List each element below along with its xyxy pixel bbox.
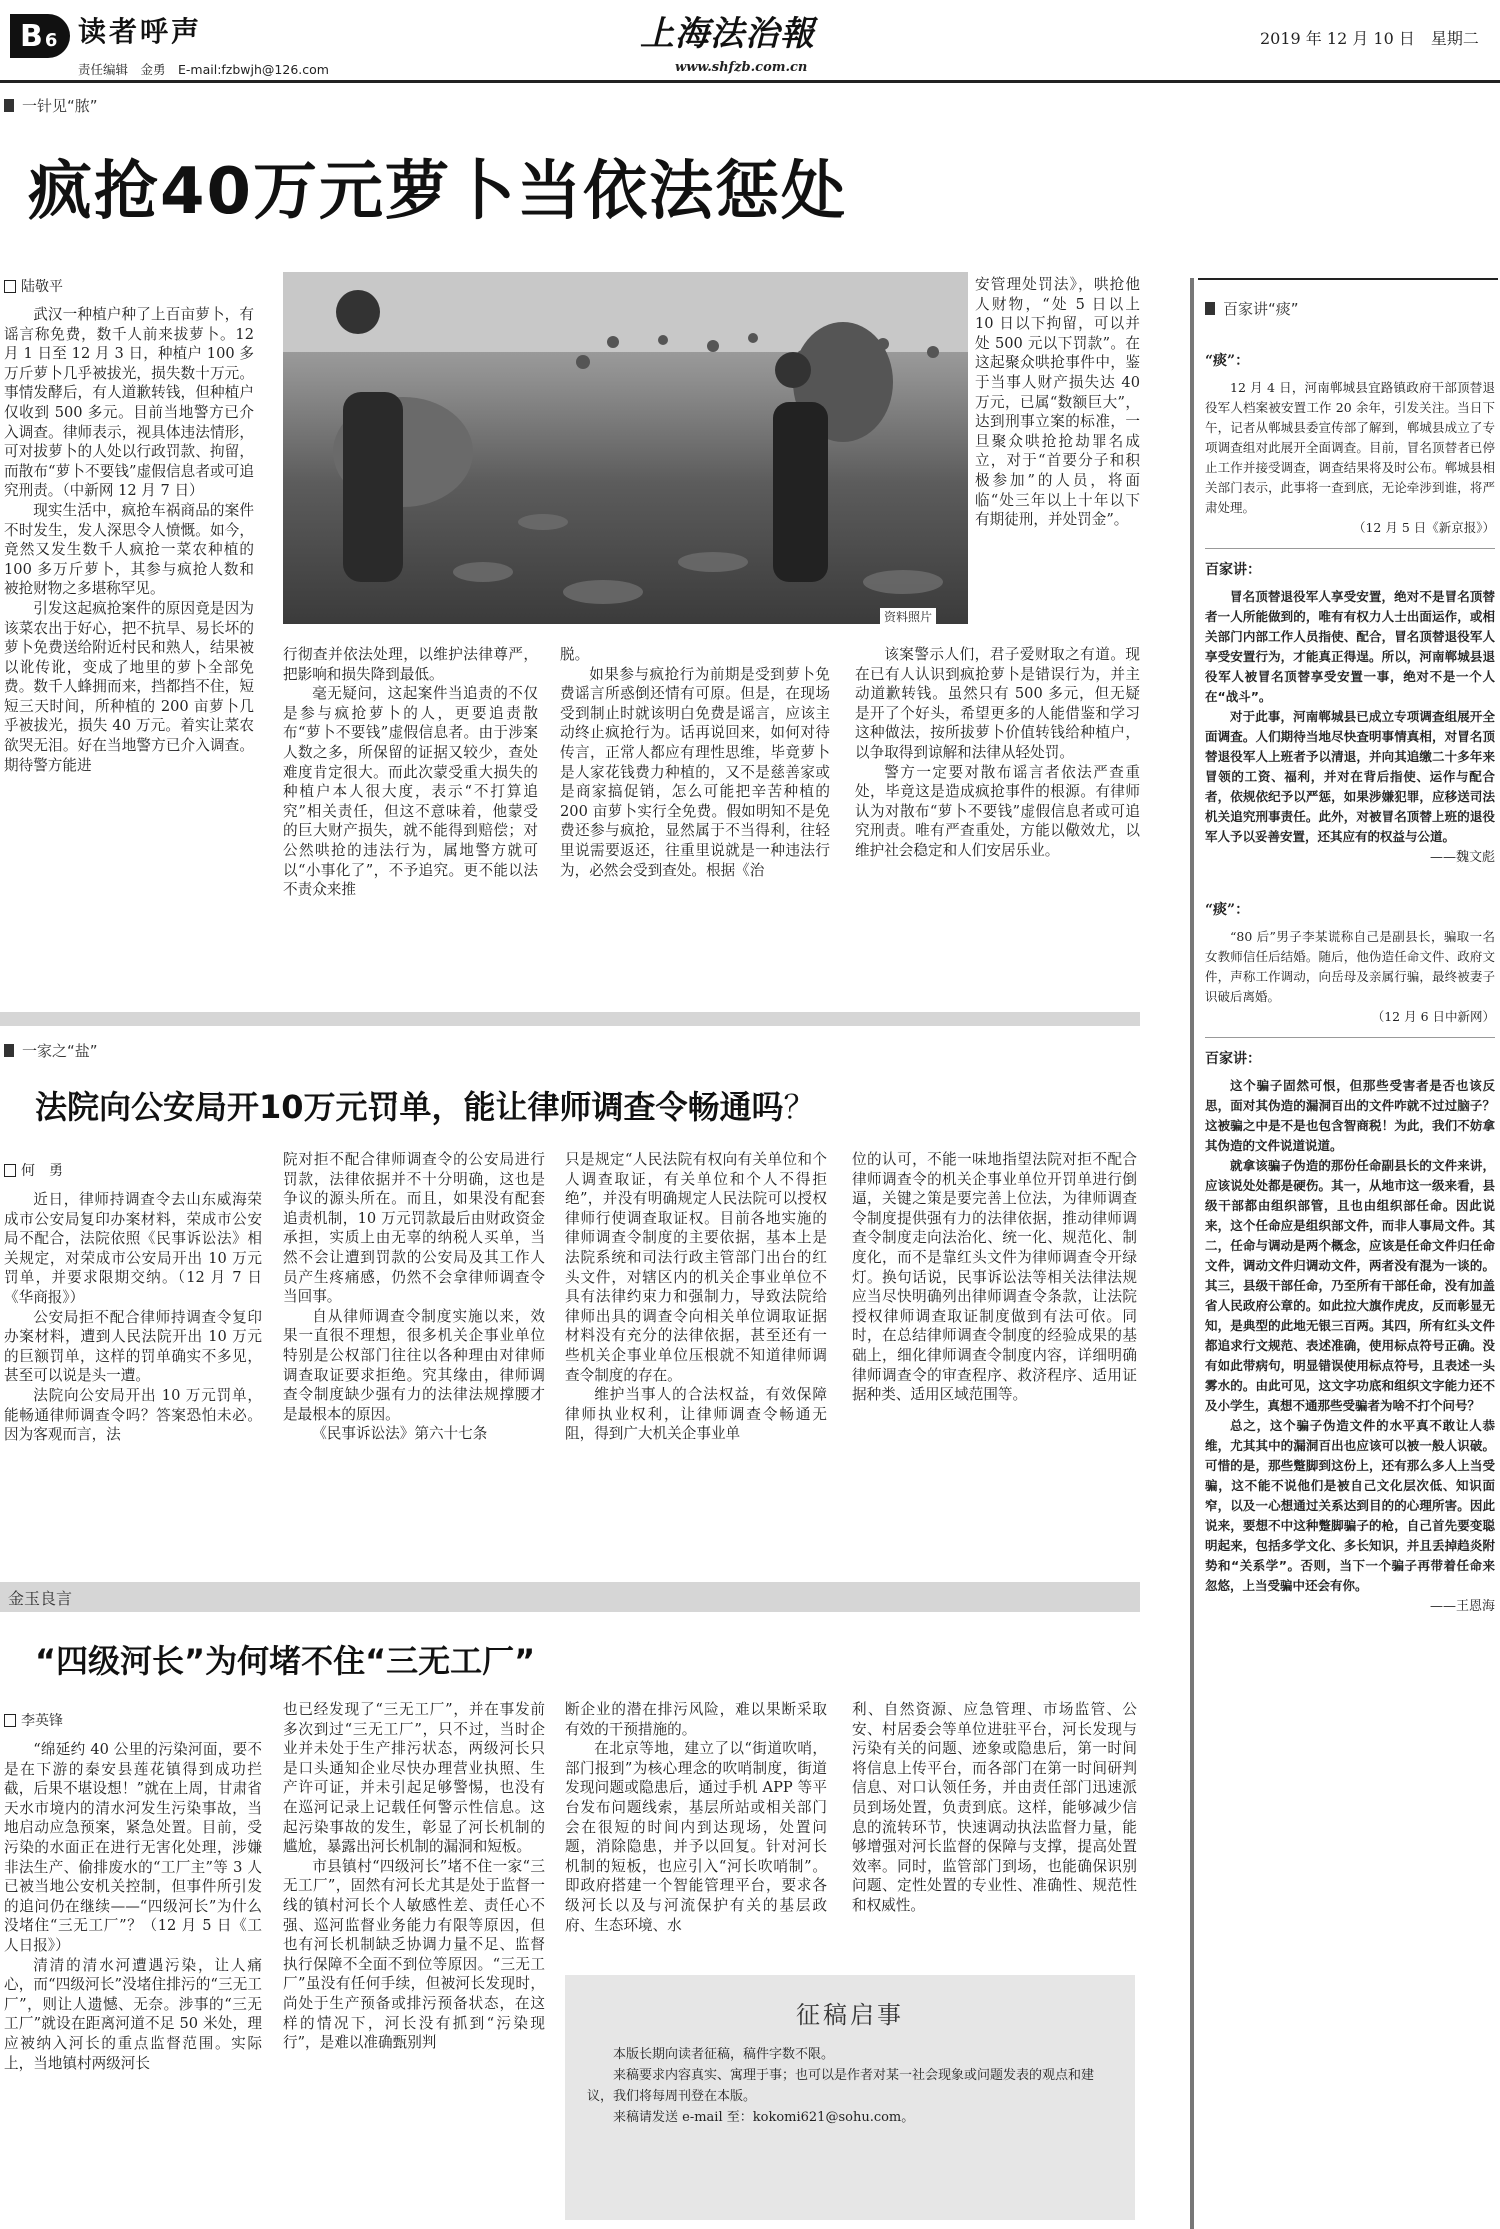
editor-line: 责任编辑 金勇 E-mail:fzbwjh@126.com bbox=[78, 62, 329, 77]
paragraph: 只是规定“人民法院有权向有关单位和个人调查取证，有关单位和个人不得拒绝”，并没有明确规定人民法院可以授权律师行使调查取证权。目前各地实施的律师调查令制度的主要依据，基本上是法院系统和司法行政主管部门出台的红头文件，对辖区内的机关企事业单位不具有法律约束力和强制力，导致法院给律师出具的调查令向相关单位调取证据材料没有充分的法律依据，甚至还有一些机关企事业单位压根就不知道律师调查令制度的存在。 bbox=[565, 1151, 827, 1384]
divider-band-2 bbox=[0, 1582, 1140, 1612]
byline-2 bbox=[4, 1160, 63, 1180]
a3-col-4 bbox=[852, 1700, 1137, 1960]
tan-label-1: “痰”： bbox=[1205, 353, 1250, 369]
paragraph: 利、自然资源、应急管理、市场监管、公安、村居委会等单位进驻平台，河长发现与污染有关的问题、迹象或隐患后，第一时间将信息上传平台，而各部门在第一时间研判信息、对口认领任务，并由责任部门迅速派员到场处置，负责到底。这样，能够减少信息的流转环节，快速调动执法监督力量，能够增强对河长监督的保障与支撑，提高处置效率。同时，监管部门到场，也能确保识别问题、定性处置的专业性、准确性、规范性和权威性。 bbox=[852, 1701, 1137, 1914]
paragraph: 在北京等地，建立了以“街道吹哨，部门报到”为核心理念的吹哨制度，街道发现问题或隐患后，通过手机 APP 等平台发布问题线索，基层所站或相关部门会在很短的时间内到达现场，处置问题，消除隐患，并予以回复。针对河长机制的短板，也应引入“河长吹哨制”。即政府搭建一个智能管理平台，要求各级河长以及与河流保护有关的基层政府、生态环境、水 bbox=[565, 1740, 827, 1934]
issue-date: 2019 年 12 月 10 日 星期二 bbox=[1260, 29, 1479, 48]
paragraph: 《民事诉讼法》第六十七条 bbox=[312, 1425, 488, 1443]
masthead-logo: 上海法治報 bbox=[640, 14, 815, 54]
tan-source-2: （12 月 6 日中新网） bbox=[1371, 1009, 1495, 1024]
headline-1: 疯抢40万元萝卜当依法惩处 bbox=[28, 155, 848, 229]
paragraph: 行彻查并依法处理，以维护法律尊严，把影响和损失降到最低。 bbox=[283, 646, 538, 683]
section-letter: B bbox=[20, 18, 43, 54]
paragraph: 脱。 bbox=[560, 646, 590, 663]
sidebar-content bbox=[1205, 350, 1495, 2225]
a2-col-3 bbox=[565, 1150, 827, 1550]
byline-box bbox=[4, 1714, 16, 1727]
sidebar-rule bbox=[1190, 278, 1194, 2229]
a1-col-1 bbox=[4, 305, 254, 965]
column-tag-3: 金玉良言 bbox=[8, 1588, 73, 1608]
news-photo bbox=[283, 272, 968, 624]
headline-3: “四级河长”为何堵不住“三无工厂” bbox=[35, 1642, 536, 1680]
paragraph: “绵延约 40 公里的污染河面，要不是在下游的秦安县莲花镇得到成功拦截，后果不堪设想！”就在上周，甘肃省天水市境内的清水河发生污染事故，当地启动应急预案，紧急处置。目前，受污染的水面正在进行无害化处理，涉嫌非法生产、偷排废水的“工厂主”等 3 人已被当地公安机关控制，但事件所引发的追问仍在继续——“四级河长”为什么没堵住“三无工厂”？（12 月 5 日《工人日报》） bbox=[4, 1741, 262, 1954]
reply-label-2: 百家讲： bbox=[1205, 1051, 1261, 1067]
a3-col-3 bbox=[565, 1700, 827, 1960]
byline-box bbox=[4, 280, 16, 293]
reply-para: 就拿该骗子伪造的那份任命副县长的文件来讲，应该说处处都是硬伤。其一，从地市这一级来看，县级干部都由组织部管，且也由组织部任命。因此说来，这个任命应是组织部文件，而非人事局文件。其二，任命与调动是两个概念，应该是任命文件归任命文件，调动文件归调动文件，两者没有混为一谈的。其三，县级干部任命，乃至所有干部任命，没有加盖省人民政府公章的。如此拉大旗作虎皮，反而彰显无知，是典型的此地无银三百两。其四，所有红头文件都追求行文规范、表述准确，使用标点符号正确。没有如此带病句，明显错误使用标点符号，且表述一头雾水的。由此可见，这文字功底和组织文字能力还不及小学生，真想不通那些受骗者为啥不打个问号？ bbox=[1205, 1158, 1495, 1413]
sidebar-divider bbox=[1205, 1037, 1495, 1038]
headline-2-qmark: ？ bbox=[783, 1088, 816, 1126]
paragraph: 毫无疑问，这起案件当追责的不仅是参与疯抢萝卜的人，更要追责散布“萝卜不要钱”虚假信息者。由于涉案人数之多，所保留的证据又较少，查处难度肯定很大。而此次蒙受重大损失的种植户本人很大度，表示“不打算追究”相关责任，但这不意味着，他蒙受的巨大财产损失，就不能得到赔偿；对公然哄抢的违法行为，属地警方就可以“小事化了”，不予追究。更不能以法不责众来推 bbox=[283, 685, 538, 899]
tan-label-2: “痰”： bbox=[1205, 902, 1250, 918]
reply-para: 这个骗子固然可恨，但那些受害者是否也该反思，面对其伪造的漏洞百出的文件咋就不过过脑子？这被骗之中是不是也包含智商税！为此，我们不妨拿其伪造的文件说道说道。 bbox=[1205, 1078, 1495, 1153]
paragraph: 引发这起疯抢案件的原因竟是因为该菜农出于好心，把不抗旱、易长坏的萝卜免费送给附近村民和熟人，结果被以讹传讹，变成了地里的萝卜全部免费。数千人蜂拥而来，挡都挡不住，短短三天时间，所种植的 200 亩萝卜几乎被拔光，损失 40 万元。着实让菜农欲哭无泪。好在当地警方已介入调查。期待警方能进 bbox=[4, 599, 254, 774]
a1-col-3 bbox=[560, 645, 830, 965]
paragraph: 武汉一种植户种了上百亩萝卜，有谣言称免费，数千人前来拔萝卜。12 月 1 日至 12 月 3 日，种植户 100 多万斤萝卜几乎被拔光，损失数十万元。事情发酵后，有人道歉转钱，但种植户仅收到 500 多元。目前当地警方已介入调查。律师表示，视具体违法情形，可对拔萝卜的人处以行政罚款、拘留，而散布“萝卜不要钱”虚假信息者或可追究刑责。（中新网 12 月 7 日） bbox=[4, 306, 254, 500]
notice-line: 来稿要求内容真实、寓理于事；也可以是作者对某一社会现象或问题发表的观点和建议，我们将每周刊登在本版。 bbox=[587, 2068, 1095, 2104]
paragraph: 如果参与疯抢行为前期是受到萝卜免费谣言所惑倒还情有可原。但是，在现场受到制止时就该明白免费是谣言，应该主动终止疯抢行为。话再说回来，如何对待传言，正常人都应有理性思维，毕竟萝卜是人家花钱费力种植的，又不是慈善家或是商家搞促销，怎么可能把辛苦种植的 200 亩萝卜实行全免费。假如明知不是免费还参与疯抢，显然属于不当得利，往轻里说需要返还，往重里说就是一种违法行为，必然会受到查处。根据《治 bbox=[560, 665, 830, 879]
section-name: 读者呼声 bbox=[78, 15, 203, 48]
headline-2-text: 法院向公安局开10万元罚单，能让律师调查令畅通吗 bbox=[35, 1088, 784, 1126]
paragraph: 断企业的潜在排污风险，难以果断采取有效的干预措施的。 bbox=[565, 1701, 827, 1738]
tan-source-1: （12 月 5 日《新京报》） bbox=[1352, 520, 1495, 535]
a3-col-2 bbox=[283, 1700, 545, 2225]
reply-author-2: ——王恩海 bbox=[1429, 1599, 1495, 1614]
notice-title: 征稿启事 bbox=[796, 2001, 904, 2029]
divider-band-1 bbox=[0, 1012, 1140, 1026]
a1-col-4b bbox=[855, 645, 1140, 965]
byline-1 bbox=[4, 276, 63, 296]
author-2: 何 勇 bbox=[21, 1163, 63, 1179]
byline-box bbox=[4, 1164, 16, 1177]
paragraph: 市县镇村“四级河长”堵不住一家“三无工厂”，固然有河长尤其是处于监督一线的镇村河长个人敏感性差、责任心不强、巡河监督业务能力有限等原因，但也有河长机制缺乏协调力量不足、监督执行保障不全面不到位等原因。“三无工厂”虽没有任何手续，但被河长发现时，尚处于生产预备或排污预备状态，在这样的情况下，河长没有抓到“污染现行”，是难以准确甄别判 bbox=[283, 1857, 545, 2052]
a1-col-4a bbox=[975, 275, 1140, 640]
tan-news-2: “80 后”男子李某谎称自己是副县长，骗取一名女教师信任后结婚。随后，他伪造任命文件、政府文件，声称工作调动，向岳母及亲属行骗，最终被妻子识破后离婚。 bbox=[1205, 929, 1495, 1004]
paragraph: 该案警示人们，君子爱财取之有道。现在已有人认识到疯抢萝卜是错误行为，并主动道歉转钱。虽然只有 500 多元，但无疑是开了个好头，希望更多的人能借鉴和学习这种做法，按所拔萝卜价值转钱给种植户，以争取得到谅解和法律从轻处罚。 bbox=[855, 646, 1140, 761]
reply-para: 总之，这个骗子伪造文件的水平真不敢让人恭维，尤其其中的漏洞百出也应该可以被一般人识破。可惜的是，那些蹩脚到这份上，还有那么多人上当受骗，这不能不说他们是被自己文化层次低、知识面窄，以及一心想通过关系达到目的的心理所害。因此说来，要想不中这种蹩脚骗子的枪，自己首先要变聪明起来，包括多学文化、多长知识，并且丢掉趋炎附势和“关系学”。否则，当下一个骗子再带着任命来忽悠，上当受骗中还会有你。 bbox=[1205, 1418, 1495, 1593]
reply-author-1: ——魏文彪 bbox=[1429, 850, 1495, 865]
header-rule bbox=[0, 80, 1500, 83]
notice-line: 来稿请发送 e-mail 至：kokomi621@sohu.com。 bbox=[613, 2110, 915, 2125]
paragraph: 现实生活中，疯抢车祸商品的案件不时发生，发人深思令人愤慨。如今，竟然又发生数千人疯抢一菜农种植的 100 多万斤萝卜，其参与疯抢人数和被抢财物之多堪称罕见。 bbox=[4, 501, 254, 598]
a2-col-1 bbox=[4, 1190, 262, 1550]
photo-caption: 资料照片 bbox=[880, 608, 936, 625]
sidebar-divider bbox=[1205, 548, 1495, 549]
sidebar-top-rule bbox=[1198, 278, 1498, 280]
paragraph: 法院向公安局开出 10 万元罚单，能畅通律师调查令吗？答案恐怕未必。因为客观而言，法 bbox=[4, 1386, 262, 1444]
a2-col-4 bbox=[852, 1150, 1137, 1550]
tan-news-1: 12 月 4 日，河南郸城县宜路镇政府干部顶替退役军人档案被安置工作 20 余年，引发关注。当日下午，记者从郸城县委宣传部了解到，郸城县成立了专项调查组对此展开全面调查。目前，冒名顶替者已停止工作并接受调查，调查结果将及时公布。郸城县相关部门表示，此事将一查到底，无论牵涉到谁，将严肃处理。 bbox=[1205, 380, 1495, 515]
paragraph: 维护当事人的合法权益，有效保障律师执业权利，让律师调查令畅通无阻，得到广大机关企事业单 bbox=[565, 1386, 827, 1443]
paragraph: 安管理处罚法》，哄抢他人财物，“处 5 日以上 10 日以下拘留，可以并处 500 元以下罚款”。在这起聚众哄抢事件中，鉴于当事人财产损失达 40 万元，已属“数额巨大”，达到刑事立案的标准，一旦聚众哄抢抢劫罪名成立，对于“首要分子和积极参加”的人员，将面临“处三年以上十年以下有期徒刑，并处罚金”。 bbox=[975, 276, 1140, 529]
a3-col-1 bbox=[4, 1740, 262, 2225]
a1-col-2 bbox=[283, 645, 538, 965]
reply-label-1: 百家讲： bbox=[1205, 562, 1261, 578]
paragraph: 警方一定要对散布谣言者依法严查重处，毕竟这是造成疯抢事件的根源。有律师认为对散布“萝卜不要钱”虚假信息者或可追究刑责。唯有严查重处，方能以儆效尤，以维护社会稳定和人们安居乐业。 bbox=[855, 763, 1140, 859]
headline-2 bbox=[35, 1082, 816, 1128]
paragraph: 自从律师调查令制度实施以来，效果一直很不理想，很多机关企事业单位特别是公权部门往往以各种理由对律师调查取证要求拒绝。究其缘由，律师调查令制度缺少强有力的法律法规撑腰才是最根本的原因。 bbox=[283, 1307, 545, 1423]
website: www.shfzb.com.cn bbox=[675, 60, 808, 75]
author-3: 李英锋 bbox=[21, 1713, 63, 1729]
byline-3 bbox=[4, 1710, 63, 1730]
paragraph: 近日，律师持调查令去山东威海荣成市公安局复印办案材料，荣成市公安局不配合，法院依照《民事诉讼法》相关规定，对荣成市公安局开出 10 万元罚单，并要求限期交纳。（12 月 7 日《华商报》） bbox=[4, 1191, 262, 1306]
page-number: 6 bbox=[44, 29, 58, 51]
call-for-papers-box bbox=[565, 1975, 1135, 2220]
sidebar-column-tag: 百家讲“痰” bbox=[1205, 298, 1299, 319]
reply-para: 冒名顶替退役军人享受安置，绝对不是冒名顶替者一人所能做到的，唯有有权力人士出面运作，或相关部门内部工作人员指使、配合，冒名顶替退役军人享受安置行为，才能真正得逞。所以，河南郸城县退役军人被冒名顶替享受安置一事，绝对不是一个人在“战斗”。 bbox=[1205, 589, 1495, 704]
paragraph: 清清的清水河遭遇污染，让人痛心，而“四级河长”没堵住排污的“三无工厂”，则让人遗憾、无奈。涉事的“三无工厂”就设在距离河道不足 50 米处，理应被纳入河长的重点监督范围。实际上，当地镇村两级河长 bbox=[4, 1956, 262, 2072]
notice-line: 本版长期向读者征稿，稿件字数不限。 bbox=[613, 2047, 835, 2062]
reply-para: 对于此事，河南郸城县已成立专项调查组展开全面调查。人们期待当地尽快查明事情真相，对冒名顶替退役军人上班者予以清退，并向其追缴二十多年来冒领的工资、福利，并对在背后指使、运作与配合者，依规依纪予以严惩，如果涉嫌犯罪，应移送司法机关追究刑事责任。此外，对被冒名顶替上班的退役军人予以妥善安置，还其应有的权益与公道。 bbox=[1205, 709, 1495, 844]
paragraph: 也已经发现了“三无工厂”，并在事发前多次到过“三无工厂”，只不过，当时企业并未处于生产排污状态，两级河长只是口头通知企业尽快办理营业执照、生产许可证，并未引起足够警惕，也没有在巡河记录上记载任何警示性信息。这起污染事故的发生，彰显了河长机制的尴尬，暴露出河长机制的漏洞和短板。 bbox=[283, 1701, 545, 1856]
paragraph: 公安局拒不配合律师持调查令复印办案材料，遭到人民法院开出 10 万元的巨额罚单，这样的罚单确实不多见，甚至可以说是头一遭。 bbox=[4, 1308, 262, 1385]
column-tag-2: 一家之“盐” bbox=[4, 1040, 98, 1061]
page-badge bbox=[10, 14, 70, 58]
author-1: 陆敬平 bbox=[21, 279, 63, 295]
paragraph: 院对拒不配合律师调查令的公安局进行罚款，法律依据并不十分明确，这也是争议的源头所在。而且，如果没有配套追责机制，10 万元罚款最后由财政资金承担，实质上由无辜的纳税人买单，当然不会让遭到罚款的公安局及其工作人员产生疼痛感，仍然不会拿律师调查令当回事。 bbox=[283, 1151, 545, 1306]
column-tag-1: 一针见“脓” bbox=[4, 95, 98, 116]
field-illustration bbox=[283, 272, 968, 624]
a2-col-2 bbox=[283, 1150, 545, 1550]
paragraph: 位的认可，不能一味地指望法院对拒不配合律师调查令的机关企事业单位开罚单进行倒逼，关键之策是要完善上位法，为律师调查令制度提供强有力的法律依据，推动律师调查令制度走向法治化、统一化、规范化、制度化，而不是靠红头文件为律师调查令开绿灯。换句话说，民事诉讼法等相关法律法规应当尽快明确列出律师调查令条款，让法院授权律师调查取证制度做到有法可依。同时，在总结律师调查令制度的经验成果的基础上，细化律师调查令制度内容，详细明确律师调查令的审查程序、救济程序、适用证据种类、适用区域范围等。 bbox=[852, 1151, 1137, 1404]
